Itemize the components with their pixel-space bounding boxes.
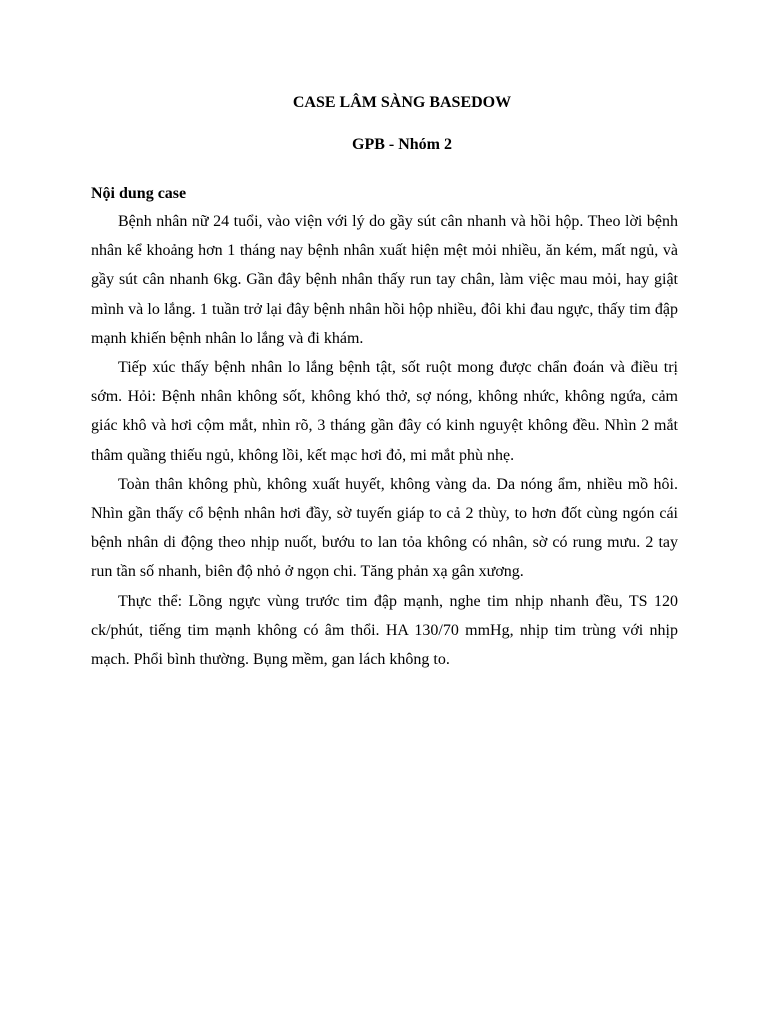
paragraph-history: Bệnh nhân nữ 24 tuổi, vào viện với lý do gầy sút cân nhanh và hồi hộp. Theo lời bệnh nhân kể khoảng hơn 1 tháng nay bệnh nhân xuất hiện mệt mỏi nhiều, ăn kém, mất ngủ, và gầy sút cân nhanh 6kg. Gần đây bệnh nhân thấy run tay chân, làm việc mau mỏi, hay giật mình và lo lắng. 1 tuần trở lại đây bệnh nhân hồi hộp nhiều, đôi khi đau ngực, thấy tim đập mạnh khiến bệnh nhân lo lắng và đi khám.: [91, 213, 678, 347]
paragraph-physical-exam: Thực thể: Lồng ngực vùng trước tim đập mạnh, nghe tim nhịp nhanh đều, TS 120 ck/phút, tiếng tim mạnh không có âm thổi. HA 130/70 mmHg, nhịp tim trùng với nhịp mạch. Phổi bình thường. Bụng mềm, gan lách không to.: [91, 592, 678, 669]
paragraph-general-exam: Toàn thân không phù, không xuất huyết, không vàng da. Da nóng ẩm, nhiều mồ hôi. Nhìn gần thấy cổ bệnh nhân hơi đầy, sờ tuyến giáp to cả 2 thùy, to hơn đốt cùng ngón cái bệnh nhân di động theo nhịp nuốt, bướu to lan tỏa không có nhân, sờ có rung mưu. 2 tay run tần số nhanh, biên độ nhỏ ở ngọn chi. Tăng phản xạ gân xương.: [91, 475, 678, 581]
case-body: [91, 207, 678, 674]
paragraph-interview: Tiếp xúc thấy bệnh nhân lo lắng bệnh tật, sốt ruột mong được chẩn đoán và điều trị sớm. Hỏi: Bệnh nhân không sốt, không khó thở, sợ nóng, không nhức, không ngứa, cảm giác khô và hơi cộm mắt, nhìn rõ, 3 tháng gần đây có kinh nguyệt không đều. Nhìn 2 mắt thâm quầng thiếu ngủ, không lồi, kết mạc hơi đỏ, mi mắt phù nhẹ.: [91, 359, 678, 464]
document-subtitle: GPB - Nhóm 2: [352, 136, 452, 153]
document-title: CASE LÂM SÀNG BASEDOW: [292, 94, 512, 111]
section-heading: Nội dung case: [91, 185, 187, 202]
